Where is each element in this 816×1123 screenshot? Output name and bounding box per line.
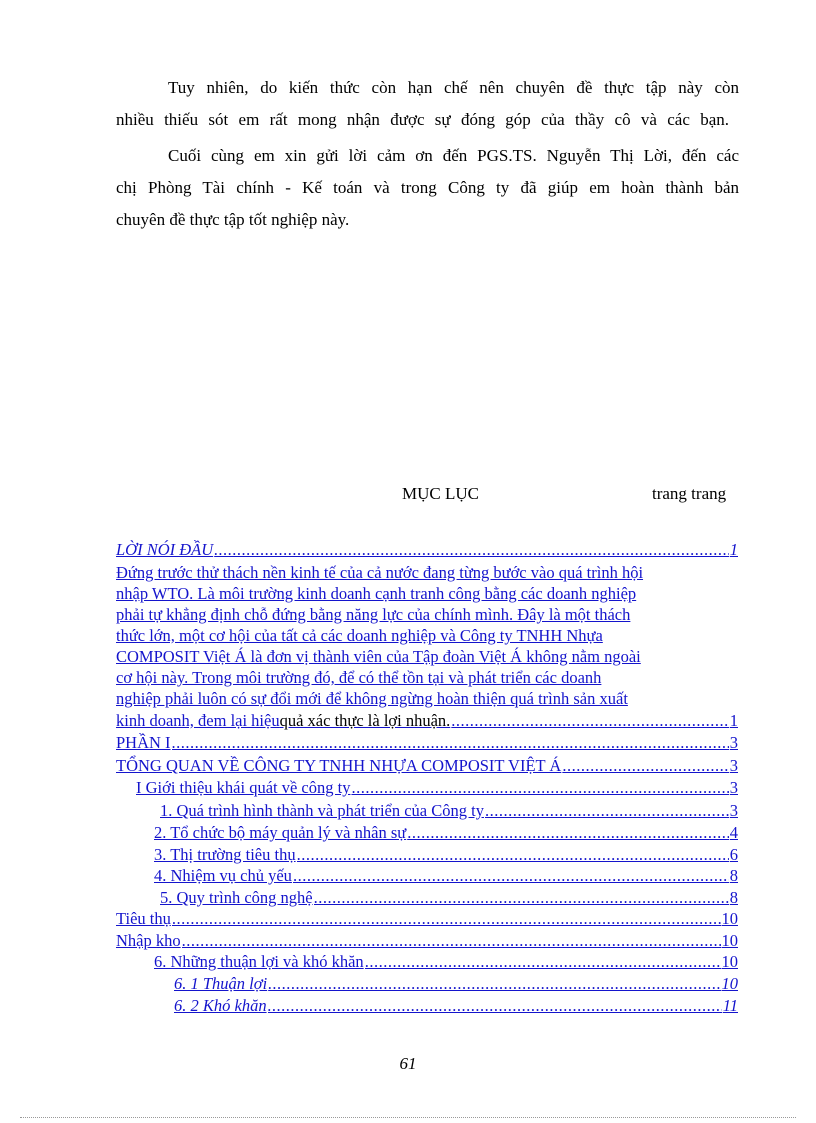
toc-title: MỤC LỤC [402,484,479,503]
toc-entry-5-quy-trinh[interactable]: 5. Quy trình công nghệ ..... 8 [160,888,738,908]
toc-entry-tieu-thu[interactable]: Tiêu thụ ..... 10 [116,909,738,929]
toc-entry-loi-noi-dau[interactable]: LỜI NÓI ĐẦU ..... 1 [116,540,738,560]
toc-entry-6-2-kho-khan[interactable]: 6. 2 Khó khăn ..... 11 [174,996,738,1016]
closing-line-1: Tuy nhiên, do kiến thức còn hạn chế nên chuyên đề thực tập này còn [168,78,739,97]
toc-entry-intro-line-5[interactable]: COMPOSIT Việt Á là đơn vị thành viên của Tập đoàn Việt Á không nằm ngoài [116,647,641,666]
toc-entry-4-nhiem-vu[interactable]: 4. Nhiệm vụ chủ yếu ..... 8 [154,866,738,886]
toc-entry-1-qua-trinh[interactable]: 1. Quá trình hình thành và phát triển của Công ty ..... 3 [160,801,738,821]
toc-entry-intro-line-1[interactable]: Đứng trước thử thách nền kinh tế của cả nước đang từng bước vào quá trình hội [116,563,644,582]
toc-entry-intro-line-6[interactable]: cơ hội này. Trong môi trường đó, để có thể tồn tại và phát triển các doanh [116,668,602,687]
toc-entry-6-1-thuan-loi[interactable]: 6. 1 Thuận lợi ..... 10 [174,974,738,994]
closing-line-2: nhiều thiếu sót em rất mong nhận được sự đóng góp của thầy cô và các bạn. [116,110,729,129]
toc-entry-nhap-kho[interactable]: Nhập kho ..... 10 [116,931,738,951]
toc-entry-6-thuan-loi-kho-khan[interactable]: 6. Những thuận lợi và khó khăn ..... 10 [154,952,738,972]
toc-entry-intro-line-8[interactable]: kinh doanh, đem lại hiệu quả xác thực là lợi nhuận. ..... 1 [116,711,738,731]
toc-entry-intro-line-2[interactable]: nhập WTO. Là môi trường kinh doanh cạnh tranh công bằng các doanh nghiệp [116,584,637,603]
page-edge-divider [20,1117,796,1118]
toc-entry-phan-1[interactable]: PHẦN I ..... 3 [116,733,738,753]
toc-entry-3-thi-truong[interactable]: 3. Thị trường tiêu thụ ..... 6 [154,845,738,865]
toc-entry-gioi-thieu[interactable]: I Giới thiệu khái quát về công ty ..... 3 [136,778,738,798]
toc-entry-intro-line-4[interactable]: thức lớn, một cơ hội của tất cả các doanh nghiệp và Công ty TNHH Nhựa [116,626,603,645]
toc-entry-2-to-chuc[interactable]: 2. Tổ chức bộ máy quản lý và nhân sự ..... 4 [154,823,738,843]
closing-line-4: chị Phòng Tài chính - Kế toán và trong Công ty đã giúp em hoàn thành bản [116,178,739,197]
toc-entry-intro-line-3[interactable]: phải tự khẳng định chỗ đứng bằng năng lực của chính mình. Đây là một thách [116,605,631,624]
closing-line-5: chuyên đề thực tập tốt nghiệp này. [116,210,350,229]
toc-entry-tong-quan[interactable]: TỔNG QUAN VỀ CÔNG TY TNHH NHỰA COMPOSIT VIỆT Á ..... 3 [116,756,738,776]
toc-entry-intro-line-7[interactable]: nghiệp phải luôn có sự đổi mới để không ngừng hoàn thiện quá trình sản xuất [116,689,628,708]
closing-line-3: Cuối cùng em xin gửi lời cảm ơn đến PGS.TS. Nguyễn Thị Lời, đến các [168,146,739,165]
toc-page-header: trang trang [652,484,727,503]
page-number: 61 [399,1054,417,1073]
